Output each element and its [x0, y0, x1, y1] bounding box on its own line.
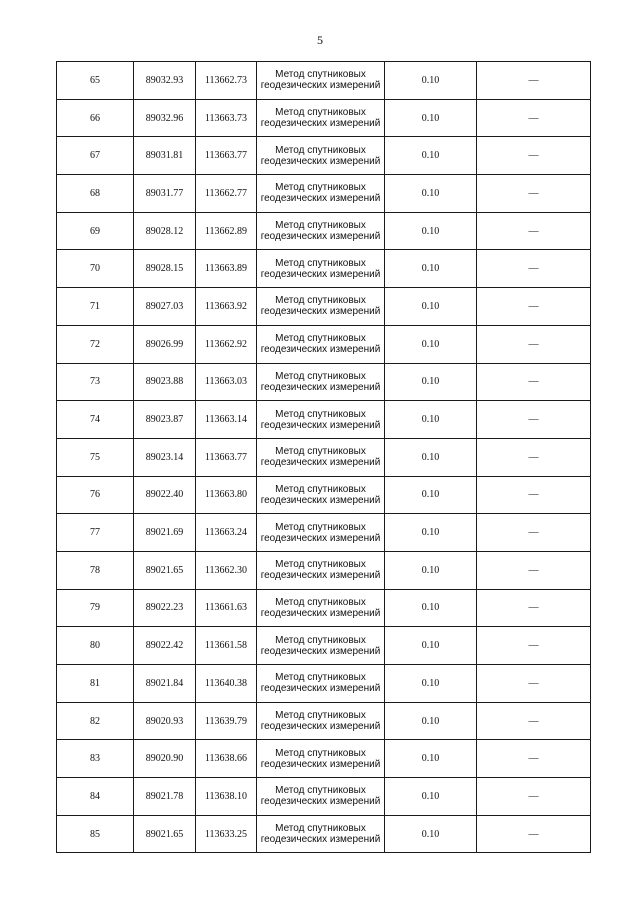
coordinate-y-cell: 113633.25 [196, 815, 257, 853]
note-cell: — [477, 778, 591, 816]
point-number-cell: 74 [57, 401, 134, 439]
note-cell: — [477, 62, 591, 100]
note-cell: — [477, 363, 591, 401]
table-row [57, 325, 591, 363]
coordinate-x-cell: 89021.69 [134, 514, 196, 552]
method-cell [257, 665, 385, 703]
method-text-line1: Метод спутниковых [275, 634, 366, 646]
accuracy-cell: 0.10 [385, 212, 477, 250]
coordinate-y-cell: 113663.24 [196, 514, 257, 552]
table-row [57, 99, 591, 137]
note-cell: — [477, 401, 591, 439]
method-cell [257, 137, 385, 175]
method-cell [257, 589, 385, 627]
table-row [57, 288, 591, 326]
method-cell [257, 325, 385, 363]
table-row [57, 250, 591, 288]
method-text-line1: Метод спутниковых [275, 446, 366, 458]
coordinate-x-cell: 89023.88 [134, 363, 196, 401]
accuracy-cell: 0.10 [385, 665, 477, 703]
note-cell: — [477, 514, 591, 552]
point-number-cell: 76 [57, 476, 134, 514]
coordinate-y-cell: 113639.79 [196, 702, 257, 740]
method-cell [257, 438, 385, 476]
accuracy-cell: 0.10 [385, 288, 477, 326]
point-number-cell: 79 [57, 589, 134, 627]
method-text-line2: геодезических измерений [260, 118, 381, 130]
method-text-line2: геодезических измерений [260, 721, 381, 733]
accuracy-cell: 0.10 [385, 325, 477, 363]
note-cell: — [477, 702, 591, 740]
method-text-line2: геодезических измерений [260, 155, 381, 167]
point-number-cell: 84 [57, 778, 134, 816]
method-text-line1: Метод спутниковых [275, 144, 366, 156]
coordinate-y-cell: 113663.77 [196, 438, 257, 476]
coordinate-x-cell: 89022.23 [134, 589, 196, 627]
method-text-line2: геодезических измерений [260, 344, 381, 356]
point-number-cell: 69 [57, 212, 134, 250]
point-number-cell: 77 [57, 514, 134, 552]
method-cell [257, 288, 385, 326]
method-cell [257, 212, 385, 250]
note-cell: — [477, 815, 591, 853]
note-cell: — [477, 589, 591, 627]
point-number-cell: 68 [57, 175, 134, 213]
table-row [57, 551, 591, 589]
coordinate-y-cell: 113638.66 [196, 740, 257, 778]
point-number-cell: 82 [57, 702, 134, 740]
method-text-line2: геодезических измерений [260, 683, 381, 695]
method-cell [257, 99, 385, 137]
coordinate-x-cell: 89026.99 [134, 325, 196, 363]
accuracy-cell: 0.10 [385, 815, 477, 853]
method-text-line2: геодезических измерений [260, 494, 381, 506]
method-text-line1: Метод спутниковых [275, 220, 366, 232]
method-text-line2: геодезических измерений [260, 457, 381, 469]
method-cell [257, 175, 385, 213]
method-text-line2: геодезических измерений [260, 193, 381, 205]
method-text-line1: Метод спутниковых [275, 295, 366, 307]
method-text-line1: Метод спутниковых [275, 747, 366, 759]
method-text-line2: геодезических измерений [260, 268, 381, 280]
method-text-line1: Метод спутниковых [275, 596, 366, 608]
table-row [57, 62, 591, 100]
table-row [57, 476, 591, 514]
coordinate-x-cell: 89023.87 [134, 401, 196, 439]
method-cell [257, 778, 385, 816]
accuracy-cell: 0.10 [385, 363, 477, 401]
method-cell [257, 62, 385, 100]
point-number-cell: 70 [57, 250, 134, 288]
method-cell [257, 401, 385, 439]
table-row [57, 778, 591, 816]
coordinate-x-cell: 89028.12 [134, 212, 196, 250]
method-text-line2: геодезических измерений [260, 834, 381, 846]
note-cell: — [477, 665, 591, 703]
accuracy-cell: 0.10 [385, 627, 477, 665]
note-cell: — [477, 137, 591, 175]
coordinate-y-cell: 113640.38 [196, 665, 257, 703]
accuracy-cell: 0.10 [385, 551, 477, 589]
method-text-line2: геодезических измерений [260, 532, 381, 544]
page-number: 5 [317, 33, 323, 47]
point-number-cell: 78 [57, 551, 134, 589]
accuracy-cell: 0.10 [385, 778, 477, 816]
coordinate-x-cell: 89031.77 [134, 175, 196, 213]
accuracy-cell: 0.10 [385, 702, 477, 740]
method-text-line1: Метод спутниковых [275, 107, 366, 119]
coordinate-x-cell: 89021.65 [134, 551, 196, 589]
method-text-line1: Метод спутниковых [275, 710, 366, 722]
method-text-line1: Метод спутниковых [275, 408, 366, 420]
point-number-cell: 81 [57, 665, 134, 703]
coordinate-x-cell: 89022.40 [134, 476, 196, 514]
accuracy-cell: 0.10 [385, 740, 477, 778]
note-cell: — [477, 212, 591, 250]
coordinate-y-cell: 113661.63 [196, 589, 257, 627]
accuracy-cell: 0.10 [385, 62, 477, 100]
coordinate-x-cell: 89027.03 [134, 288, 196, 326]
method-text-line1: Метод спутниковых [275, 823, 366, 835]
accuracy-cell: 0.10 [385, 99, 477, 137]
coordinate-y-cell: 113662.89 [196, 212, 257, 250]
coordinate-x-cell: 89021.78 [134, 778, 196, 816]
note-cell: — [477, 438, 591, 476]
method-text-line2: геодезических измерений [260, 419, 381, 431]
point-number-cell: 83 [57, 740, 134, 778]
note-cell: — [477, 551, 591, 589]
coordinate-x-cell: 89022.42 [134, 627, 196, 665]
coordinate-y-cell: 113663.03 [196, 363, 257, 401]
point-number-cell: 80 [57, 627, 134, 665]
point-number-cell: 67 [57, 137, 134, 175]
accuracy-cell: 0.10 [385, 438, 477, 476]
method-text-line1: Метод спутниковых [275, 370, 366, 382]
coordinate-x-cell: 89021.84 [134, 665, 196, 703]
table-row [57, 212, 591, 250]
note-cell: — [477, 175, 591, 213]
table-row [57, 665, 591, 703]
method-text-line1: Метод спутниковых [275, 257, 366, 269]
coordinates-table-body [57, 62, 591, 853]
table-row [57, 175, 591, 213]
coordinate-y-cell: 113663.89 [196, 250, 257, 288]
method-text-line2: геодезических измерений [260, 306, 381, 318]
table-row [57, 514, 591, 552]
coordinate-x-cell: 89031.81 [134, 137, 196, 175]
method-text-line1: Метод спутниковых [275, 785, 366, 797]
note-cell: — [477, 740, 591, 778]
coordinate-y-cell: 113638.10 [196, 778, 257, 816]
method-cell [257, 476, 385, 514]
table-row [57, 815, 591, 853]
note-cell: — [477, 325, 591, 363]
coordinate-y-cell: 113663.77 [196, 137, 257, 175]
table-row [57, 438, 591, 476]
note-cell: — [477, 476, 591, 514]
point-number-cell: 75 [57, 438, 134, 476]
note-cell: — [477, 288, 591, 326]
coordinate-x-cell: 89023.14 [134, 438, 196, 476]
method-text-line1: Метод спутниковых [275, 559, 366, 571]
table-row [57, 702, 591, 740]
coordinate-y-cell: 113662.30 [196, 551, 257, 589]
table-row [57, 401, 591, 439]
method-cell [257, 702, 385, 740]
coordinate-x-cell: 89032.93 [134, 62, 196, 100]
accuracy-cell: 0.10 [385, 476, 477, 514]
coordinate-x-cell: 89020.90 [134, 740, 196, 778]
accuracy-cell: 0.10 [385, 589, 477, 627]
point-number-cell: 85 [57, 815, 134, 853]
point-number-cell: 71 [57, 288, 134, 326]
method-text-line1: Метод спутниковых [275, 483, 366, 495]
accuracy-cell: 0.10 [385, 175, 477, 213]
coordinate-x-cell: 89020.93 [134, 702, 196, 740]
table-row [57, 589, 591, 627]
point-number-cell: 72 [57, 325, 134, 363]
point-number-cell: 66 [57, 99, 134, 137]
note-cell: — [477, 99, 591, 137]
method-text-line2: геодезических измерений [260, 80, 381, 92]
coordinate-y-cell: 113663.92 [196, 288, 257, 326]
accuracy-cell: 0.10 [385, 401, 477, 439]
method-text-line2: геодезических измерений [260, 796, 381, 808]
method-cell [257, 250, 385, 288]
method-cell [257, 627, 385, 665]
note-cell: — [477, 627, 591, 665]
method-text-line1: Метод спутниковых [275, 69, 366, 81]
table-row [57, 627, 591, 665]
coordinate-y-cell: 113662.77 [196, 175, 257, 213]
coordinate-y-cell: 113663.14 [196, 401, 257, 439]
accuracy-cell: 0.10 [385, 514, 477, 552]
method-text-line1: Метод спутниковых [275, 521, 366, 533]
method-text-line2: геодезических измерений [260, 570, 381, 582]
coordinate-y-cell: 113662.92 [196, 325, 257, 363]
method-text-line2: геодезических измерений [260, 758, 381, 770]
point-number-cell: 73 [57, 363, 134, 401]
coordinate-y-cell: 113663.73 [196, 99, 257, 137]
accuracy-cell: 0.10 [385, 137, 477, 175]
method-text-line1: Метод спутниковых [275, 182, 366, 194]
method-text-line1: Метод спутниковых [275, 672, 366, 684]
method-text-line2: геодезических измерений [260, 231, 381, 243]
table-row [57, 740, 591, 778]
coordinates-table [56, 61, 591, 853]
method-cell [257, 815, 385, 853]
method-cell [257, 551, 385, 589]
method-cell [257, 740, 385, 778]
method-cell [257, 514, 385, 552]
coordinate-y-cell: 113663.80 [196, 476, 257, 514]
coordinate-x-cell: 89032.96 [134, 99, 196, 137]
method-cell [257, 363, 385, 401]
method-text-line2: геодезических измерений [260, 645, 381, 657]
method-text-line2: геодезических измерений [260, 381, 381, 393]
coordinate-y-cell: 113662.73 [196, 62, 257, 100]
table-row [57, 363, 591, 401]
method-text-line2: геодезических измерений [260, 607, 381, 619]
coordinate-y-cell: 113661.58 [196, 627, 257, 665]
point-number-cell: 65 [57, 62, 134, 100]
note-cell: — [477, 250, 591, 288]
table-row [57, 137, 591, 175]
method-text-line1: Метод спутниковых [275, 333, 366, 345]
coordinate-x-cell: 89021.65 [134, 815, 196, 853]
accuracy-cell: 0.10 [385, 250, 477, 288]
coordinate-x-cell: 89028.15 [134, 250, 196, 288]
